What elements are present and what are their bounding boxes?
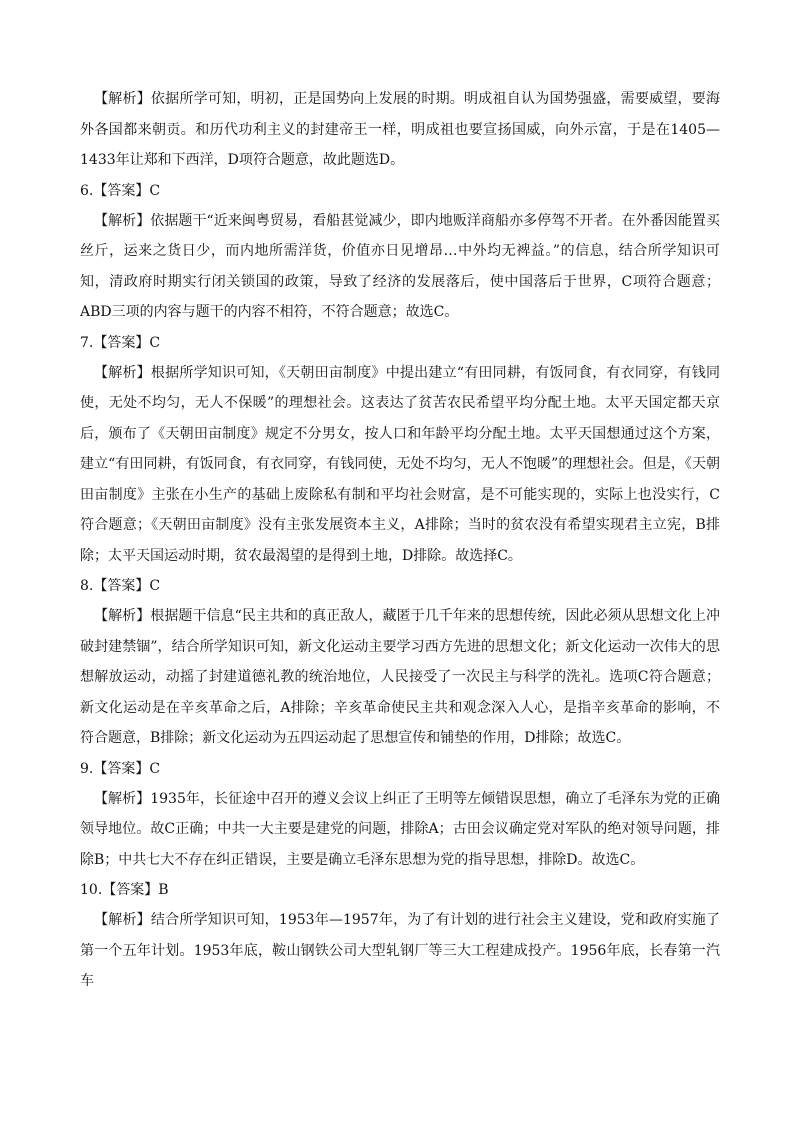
analysis-paragraph-8: 【解析】根据题干信息“民主共和的真正敌人，藏匿于几千年来的思想传统，因此必须从思想文化上冲破封建禁锢”，结合所学知识可知，新文化运动主要学习西方先进的思想文化；新文化运动一次伟大的思想解放运动，动摇了封建道德礼教的统治地位，人民接受了一次民主与科学的洗礼。选项C符合题意；新文化运动是在辛亥革命之后，A排除；辛亥革命使民主共和观念深入人心，是指辛亥革命的影响，不符合题意，B排除；新文化运动为五四运动起了思想宣传和铺垫的作用，D排除；故选C。 (80, 608, 720, 746)
analysis-paragraph-9: 【解析】1935年，长征途中召开的遵义会议上纠正了王明等左倾错误思想，确立了毛泽东为党的正确领导地位。故C正确；中共一大主要是建党的问题，排除A；古田会议确定党对军队的绝对领导问题，排除B；中共七大不存在纠正错误，主要是确立毛泽东思想为党的指导思想，排除D。故选C。 (80, 790, 720, 868)
analysis-paragraph-6: 【解析】依据题干“近来闽粤贸易，看船甚觉减少，即内地贩洋商船亦多停驾不开者。在外番因能置买丝斤，运来之货日少，而内地所需洋货，价值亦日见增昂…中外均无裨益。”的信息，结合所学知识可知，清政府时期实行闭关锁国的政策，导致了经济的发展落后，使中国落后于世界，C项符合题意；ABD三项的内容与题干的内容不相符，不符合题意；故选C。 (80, 212, 720, 320)
answer-header-8: 8.【答案】C (80, 578, 161, 594)
analysis-paragraph-5: 【解析】依据所学可知，明初，正是国势向上发展的时期。明成祖自认为国势强盛，需要威望，要海外各国都来朝贡。和历代功利主义的封建帝王一样，明成祖也要宣扬国威，向外示富，于是在1405—1433年让郑和下西洋，D项符合题意，故此题选D。 (80, 91, 720, 168)
analysis-paragraph-7: 【解析】根据所学知识可知，《天朝田亩制度》中提出建立“有田同耕，有饭同食，有衣同穿，有钱同使，无处不均匀，无人不保暖”的理想社会。这表达了贫苦农民希望平均分配土地。太平天国定都天京后，颁布了《天朝田亩制度》规定不分男女，按人口和年龄平均分配土地。太平天国想通过这个方案，建立“有田同耕，有饭同食，有衣同穿，有钱同使，无处不均匀，无人不饱暖”的理想社会。但是，《天朝田亩制度》主张在小生产的基础上废除私有制和平均社会财富，是不可能实现的，实际上也没实行，C符合题意；《天朝田亩制度》没有主张发展资本主义，A排除；当时的贫农没有希望实现君主立宪，B排除；太平天国运动时期，贫农最渴望的是得到土地，D排除。故选择C。 (80, 364, 720, 564)
answer-header-7: 7.【答案】C (80, 334, 161, 351)
answer-header-10: 10.【答案】B (80, 882, 169, 898)
answer-header-9: 9.【答案】C (80, 760, 161, 777)
answer-header-6: 6.【答案】C (80, 182, 161, 199)
analysis-paragraph-10: 【解析】结合所学知识可知，1953年—1957年，为了有计划的进行社会主义建设，党和政府实施了第一个五年计划。1953年底，鞍山钢铁公司大型轧钢厂等三大工程建成投产。1956年底，长春第一汽车 (80, 912, 720, 989)
answer-analysis-content (80, 84, 720, 997)
